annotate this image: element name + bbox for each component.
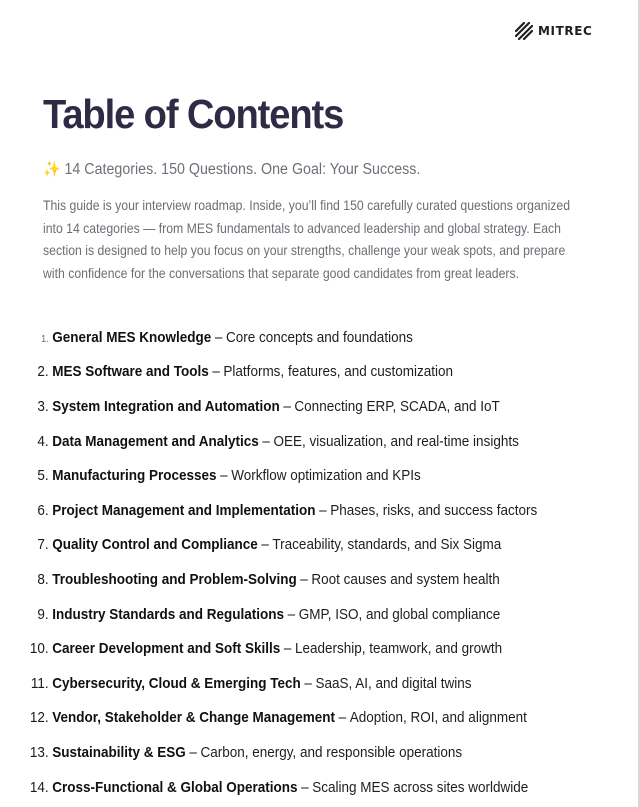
toc-item-content	[0, 744, 462, 761]
toc-item[interactable]	[0, 424, 640, 459]
toc-item[interactable]	[0, 631, 640, 666]
toc-item-title: Cybersecurity, Cloud & Emerging Tech	[52, 674, 301, 692]
toc-item-description: Root causes and system health	[311, 570, 500, 588]
toc-item-content	[0, 363, 453, 380]
brand-logo	[515, 22, 592, 40]
subtitle	[43, 160, 420, 179]
toc-item-content	[0, 640, 502, 657]
toc-item-description: Carbon, energy, and responsible operations	[200, 743, 463, 761]
toc-item-title: Industry Standards and Regulations	[52, 605, 284, 623]
toc-item-content	[0, 467, 421, 484]
intro-line: section is designed to help you focus on your strengths, challenge your weak spots, and prepare	[43, 242, 566, 258]
toc-item-separator: –	[214, 328, 223, 346]
toc-item-number: 2.	[37, 363, 49, 381]
toc-item-separator: –	[338, 709, 347, 727]
toc-item-content	[0, 329, 413, 346]
toc-item-description: Workflow optimization and KPIs	[231, 467, 421, 485]
intro-paragraph	[43, 194, 603, 284]
toc-item-description: GMP, ISO, and global compliance	[298, 605, 501, 623]
toc-item-separator: –	[262, 432, 270, 450]
toc-item-number: 5.	[37, 467, 49, 485]
toc-item-separator: –	[283, 640, 292, 658]
toc-item-separator: –	[283, 397, 291, 415]
toc-item-content	[0, 606, 500, 623]
subtitle-text: 14 Categories. 150 Questions. One Goal: Your Success.	[64, 161, 421, 178]
intro-line: This guide is your interview roadmap. Inside, you’ll find 150 carefully curated questions organized	[43, 197, 571, 213]
toc-item-separator: –	[301, 778, 309, 796]
toc-item-separator: –	[220, 467, 228, 485]
toc-item-separator: –	[300, 570, 308, 588]
toc-item[interactable]	[0, 528, 640, 563]
toc-item-description: Scaling MES across sites worldwide	[312, 778, 529, 796]
toc-item-content	[0, 779, 528, 796]
toc-item-content	[0, 502, 537, 519]
toc-item-number: 6.	[37, 501, 49, 519]
toc-item-content	[0, 571, 500, 588]
toc-item-title: Troubleshooting and Problem-Solving	[52, 570, 297, 588]
toc-item[interactable]	[0, 458, 640, 493]
toc-item-content	[0, 433, 519, 450]
toc-item-description: Phases, risks, and success factors	[330, 501, 538, 519]
toc-item-title: Career Development and Soft Skills	[52, 640, 281, 658]
toc-item-number: 7.	[37, 536, 49, 554]
intro-line: with confidence for the conversations that separate good candidates from great leaders.	[43, 264, 519, 281]
toc-item-title: Vendor, Stakeholder & Change Management	[52, 709, 336, 727]
toc-item-separator: –	[261, 536, 269, 554]
toc-item-number: 10.	[29, 640, 49, 658]
toc-item-title: MES Software and Tools	[52, 363, 209, 381]
toc-item-description: Adoption, ROI, and alignment	[349, 709, 527, 727]
intro-line: into 14 categories — from MES fundamentals to advanced leadership and global strategy. Each	[43, 219, 561, 236]
brand-name: MITREC	[538, 24, 593, 38]
toc-item[interactable]	[0, 597, 640, 632]
toc-item-description: SaaS, AI, and digital twins	[315, 674, 472, 692]
toc-item-title: System Integration and Automation	[52, 397, 280, 415]
toc-item[interactable]	[0, 735, 640, 770]
toc-item-title: Cross-Functional & Global Operations	[52, 778, 298, 796]
toc-item[interactable]	[0, 666, 640, 701]
toc-item-number: 13.	[29, 743, 49, 761]
toc-item-separator: –	[212, 363, 220, 381]
toc-item-title: Data Management and Analytics	[52, 432, 259, 450]
sparkles-icon: ✨	[43, 161, 61, 178]
toc-item[interactable]	[0, 389, 640, 424]
toc-item-number: 4.	[37, 432, 49, 450]
toc-item-number: 3.	[37, 397, 49, 415]
toc-item-number: 11.	[30, 674, 49, 692]
toc-item-description: Connecting ERP, SCADA, and IoT	[294, 397, 500, 415]
toc-item-title: Quality Control and Compliance	[52, 536, 258, 554]
diagonal-stripes-logo-icon	[515, 22, 533, 40]
page-title: Table of Contents	[43, 91, 344, 137]
toc-item-title: Project Management and Implementation	[52, 501, 316, 519]
toc-item-number: 12.	[29, 709, 49, 727]
toc-item-content	[0, 675, 472, 692]
toc-item[interactable]	[0, 770, 640, 805]
toc-item[interactable]	[0, 562, 640, 597]
toc-item[interactable]	[0, 701, 640, 736]
toc-item-content	[0, 536, 501, 553]
toc-item-description: Leadership, teamwork, and growth	[294, 640, 503, 658]
toc-item-separator: –	[304, 674, 312, 692]
toc-item-title: Sustainability & ESG	[52, 743, 186, 761]
toc-item-description: Platforms, features, and customization	[223, 363, 454, 381]
toc-item-description: Core concepts and foundations	[225, 328, 413, 346]
toc-item-content	[0, 398, 500, 415]
toc-item[interactable]	[0, 320, 640, 355]
toc-item[interactable]	[0, 493, 640, 528]
toc-item-separator: –	[189, 743, 197, 761]
toc-item-separator: –	[319, 501, 327, 519]
table-of-contents-list	[0, 320, 640, 804]
toc-item-description: OEE, visualization, and real-time insights	[273, 432, 519, 450]
toc-item-number: 8.	[37, 570, 49, 588]
toc-item-separator: –	[287, 605, 296, 623]
toc-item-title: Manufacturing Processes	[52, 467, 217, 485]
toc-item-number: 14.	[29, 778, 49, 796]
toc-item-title: General MES Knowledge	[52, 328, 212, 346]
toc-item-content	[0, 709, 527, 726]
toc-item-number: 9.	[37, 605, 49, 623]
toc-item[interactable]	[0, 355, 640, 390]
toc-item-description: Traceability, standards, and Six Sigma	[272, 536, 502, 554]
toc-item-number: 1.	[41, 333, 49, 345]
